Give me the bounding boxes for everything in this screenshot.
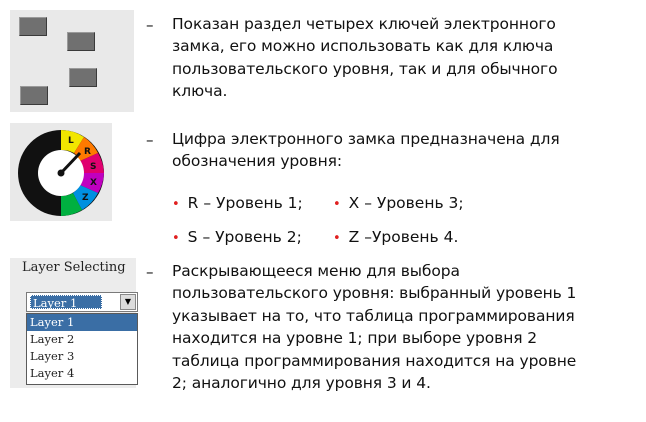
text-line: обозначения уровня: (172, 152, 342, 171)
key-square-icon (19, 17, 47, 36)
layer-dropdown-list (26, 313, 138, 385)
dial-icon (10, 123, 112, 221)
text-line: 2; аналогично для уровня 3 и 4. (172, 374, 431, 393)
text-line: ключа. (172, 82, 228, 101)
text-line: находится на уровне 1; при выборе уровня 2 (172, 329, 538, 348)
section3-paragraph (172, 260, 642, 394)
level-text: R – Уровень 1; (187, 194, 303, 212)
level-item (172, 192, 303, 216)
text-line: Раскрывающееся меню для выбора (172, 262, 460, 280)
layer-option[interactable]: Layer 2 (30, 332, 75, 346)
bullet-icon: • (333, 231, 341, 246)
layer-selecting-title: Layer Selecting (22, 260, 126, 275)
dash: – (146, 16, 154, 34)
text-line: Цифра электронного замка предназначена для (172, 130, 560, 148)
section1-paragraph (172, 13, 642, 103)
dial-letter: L (68, 136, 74, 146)
layer-option[interactable]: Layer 1 (27, 314, 137, 331)
level-text: S – Уровень 2; (187, 228, 302, 246)
dial-letter: R (84, 147, 91, 157)
key-square-icon (69, 68, 97, 87)
section2-paragraph (172, 128, 642, 173)
chevron-down-icon[interactable]: ▼ (120, 294, 136, 310)
text-line: замка, его можно использовать как для ключа (172, 37, 554, 56)
level-item (333, 226, 458, 250)
dial-letter: X (90, 178, 97, 188)
dash: – (146, 263, 154, 281)
lock-dial-image (10, 123, 112, 221)
layer-option[interactable]: Layer 4 (30, 366, 75, 380)
text-line: Показан раздел четырех ключей электронного (172, 15, 556, 33)
layer-selecting-widget (10, 258, 136, 388)
text-line: указывает на то, что таблица программирования (172, 306, 575, 325)
layer-select-value: Layer 1 (30, 295, 102, 309)
key-square-icon (67, 32, 95, 51)
text-line: пользовательского уровня: выбранный уровень 1 (172, 284, 577, 303)
bullet-icon: • (172, 197, 180, 212)
text-line: пользовательского уровня, так и для обычного (172, 59, 558, 78)
dash: – (146, 131, 154, 149)
layer-select[interactable] (26, 292, 138, 312)
level-text: X – Уровень 3; (348, 194, 464, 212)
layer-option[interactable]: Layer 3 (30, 349, 75, 363)
dial-letter: Z (82, 193, 89, 203)
level-text: Z –Уровень 4. (348, 228, 459, 246)
level-item (333, 192, 464, 216)
level-item (172, 226, 302, 250)
bullet-icon: • (172, 231, 180, 246)
bullet-icon: • (333, 197, 341, 212)
key-square-icon (20, 86, 48, 105)
four-keys-image (10, 10, 134, 112)
dial-letter: S (90, 162, 97, 172)
text-line: таблица программирования находится на уровне (172, 351, 577, 370)
